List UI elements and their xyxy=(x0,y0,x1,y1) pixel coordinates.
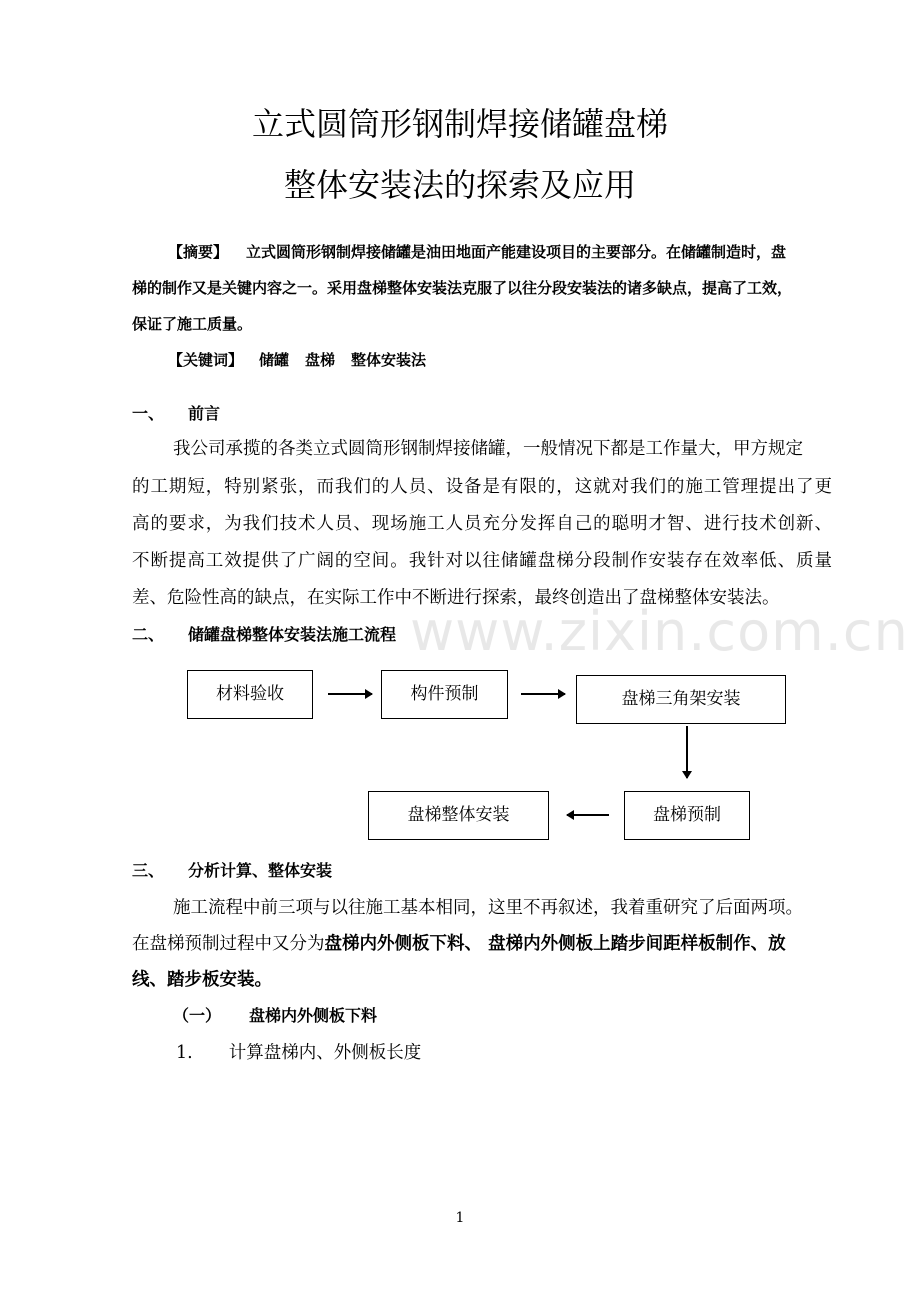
section3-title: 分析计算、整体安装 xyxy=(188,861,333,880)
keyword-1: 储罐 xyxy=(259,351,290,369)
list-item-1-text: 计算盘梯内、外侧板长度 xyxy=(228,1043,422,1063)
list-item-1 xyxy=(176,1040,421,1066)
section1-para-line4: 不断提高工效提供了广阔的空间。我针对以往储罐盘梯分段制作安装存在效率低、质量 xyxy=(132,551,832,571)
flow-arrow-2 xyxy=(521,693,565,695)
section1-title: 前言 xyxy=(188,404,221,423)
section2-number: 二、 xyxy=(132,625,165,644)
section1-heading xyxy=(132,401,220,427)
watermark: www.zixin.com.cn xyxy=(410,600,909,663)
flow-step-tripod-install: 盘梯三角架安装 xyxy=(576,675,786,724)
section2-heading xyxy=(132,622,396,648)
abstract-text-1: 立式圆筒形钢制焊接储罐是油田地面产能建设项目的主要部分。在储罐制造时，盘 xyxy=(246,243,787,261)
flow-step-stair-prefab: 盘梯预制 xyxy=(624,791,750,840)
flow-arrow-4 xyxy=(567,814,609,816)
keywords-line xyxy=(168,348,426,372)
list-item-1-number: 1. xyxy=(176,1043,193,1063)
section1-para-line3: 高的要求，为我们技术人员、现场施工人员充分发挥自己的聪明才智、进行技术创新、 xyxy=(132,514,832,534)
section3-para-line1: 施工流程中前三项与以往施工基本相同，这里不再叙述，我着重研究了后面两项。 xyxy=(173,898,803,918)
subsection-number: （一） xyxy=(173,1006,222,1025)
abstract-line2: 梯的制作又是关键内容之一。采用盘梯整体安装法克服了以往分段安装法的诸多缺点，提高了工效， xyxy=(132,279,793,297)
subsection-title: 盘梯内外侧板下料 xyxy=(249,1006,378,1025)
section1-number: 一、 xyxy=(132,404,165,423)
flow-step-overall-install: 盘梯整体安装 xyxy=(368,791,549,840)
keyword-2: 盘梯 xyxy=(305,351,336,369)
document-title-line2: 整体安装法的探索及应用 xyxy=(283,166,636,204)
keyword-3: 整体安装法 xyxy=(351,351,427,369)
section3-para-line2-normal: 在盘梯预制过程中又分为 xyxy=(132,934,325,954)
section1-para-line5: 差、危险性高的缺点，在实际工作中不断进行探索，最终创造出了盘梯整体安装法。 xyxy=(132,588,780,608)
section2-title: 储罐盘梯整体安装法施工流程 xyxy=(188,625,397,644)
section1-para-line1: 我公司承揽的各类立式圆筒形钢制焊接储罐，一般情况下都是工作量大，甲方规定 xyxy=(173,439,803,459)
subsection-heading xyxy=(173,1003,377,1029)
flow-arrow-3 xyxy=(686,726,688,778)
section3-number: 三、 xyxy=(132,861,165,880)
section3-para-line2-bold: 盘梯内外侧板下料、 盘梯内外侧板上踏步间距样板制作、放 xyxy=(324,934,786,954)
abstract-label: 【摘要】 xyxy=(168,243,229,261)
page-number: 1 xyxy=(455,1210,465,1226)
abstract-line3: 保证了施工质量。 xyxy=(132,315,253,333)
keywords-label: 【关键词】 xyxy=(168,351,244,369)
flow-arrow-1 xyxy=(328,693,372,695)
abstract-line1 xyxy=(168,240,786,264)
section3-para-line3: 线、踏步板安装。 xyxy=(132,970,272,990)
section1-para-line2: 的工期短，特别紧张，而我们的人员、设备是有限的，这就对我们的施工管理提出了更 xyxy=(132,477,832,497)
flow-step-component-prefab: 构件预制 xyxy=(381,670,508,719)
document-title-line1: 立式圆筒形钢制焊接储罐盘梯 xyxy=(251,105,668,143)
section3-heading xyxy=(132,858,332,884)
flow-step-material-inspection: 材料验收 xyxy=(187,670,313,719)
section3-para-line2 xyxy=(132,931,786,957)
